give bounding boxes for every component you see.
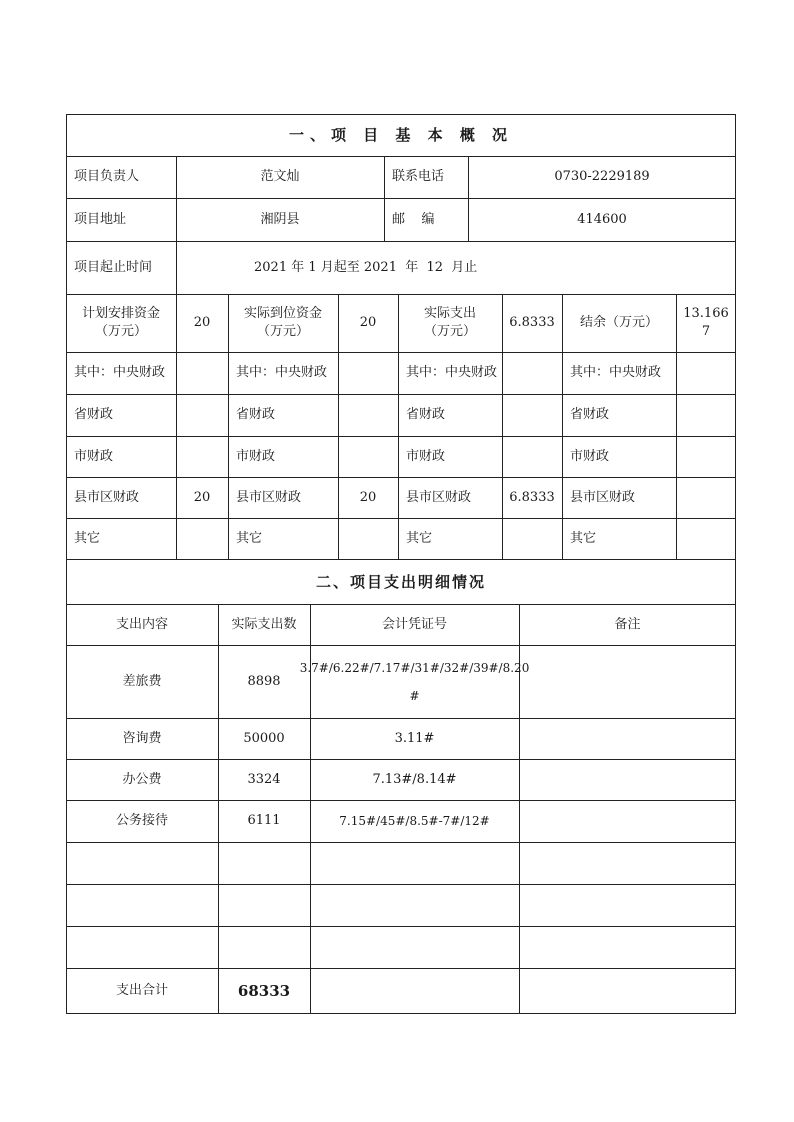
funds-row-value [676,477,736,518]
funds-row-value [338,518,398,559]
funds-row-value [676,352,736,394]
funds-row-label: 其中：中央财政 [236,365,328,380]
expense-voucher: 7.13#/8.14# [372,771,457,787]
expense-amount: 6111 [247,813,281,828]
funds-row-value [676,394,736,436]
rule [66,884,736,885]
expense-amount: 50000 [243,730,285,746]
funds-row-value [176,518,228,559]
funds-row-value [176,352,228,394]
total-label: 支出合计 [115,982,168,998]
balance-value-line1: 13.166 [683,306,729,321]
voucher-line1: 3.7#/6.22#/7.17#/31#/32#/39#/8.20 [299,660,530,675]
expense-voucher: 7.15#/45#/8.5#-7#/12# [339,814,490,828]
expense-item: 差旅费 [122,673,162,689]
spent-funds-label [398,294,502,352]
expense-note [519,800,736,842]
expense-note [519,645,736,718]
expense-amount: 3324 [247,771,281,787]
funds-row-label: 市财政 [570,448,610,464]
funds-row-value [176,436,228,477]
funds-row-value [502,352,562,394]
spent-label-line2: （万元） [423,324,476,339]
planned-funds-value: 20 [193,315,211,330]
actual-funds-value: 20 [359,315,377,330]
funds-row-label: 省财政 [236,407,276,422]
funds-row-label: 其中：中央财政 [406,365,498,380]
funds-row-label: 县市区财政 [406,489,472,505]
funds-row-value [502,518,562,559]
actual-label-line2: （万元） [256,324,309,339]
header-item: 支出内容 [115,616,168,632]
postcode-value: 414600 [577,211,627,227]
expense-item: 咨询费 [122,730,162,746]
funds-row-label: 其中：中央财政 [74,365,166,380]
spent-funds-value: 6.8333 [509,315,555,330]
funds-row-value [502,394,562,436]
funds-row-label: 省财政 [74,407,114,422]
expense-voucher [299,645,530,718]
funds-row-label: 市财政 [236,448,276,464]
funds-row-label: 县市区财政 [236,489,302,505]
responsible-value: 范文灿 [260,169,300,184]
balance-label: 结余（万元） [579,315,658,330]
expense-amount: 8898 [247,673,281,689]
funds-row-label: 其它 [74,530,101,546]
funds-row-value: 20 [359,489,377,505]
planned-label-line1: 计划安排资金 [81,306,160,321]
expense-item: 公务接待 [115,813,168,828]
phone-label: 联系电话 [392,169,445,184]
responsible-label: 项目负责人 [74,169,140,184]
funds-row-value [676,436,736,477]
expense-voucher: 3.11# [394,730,435,746]
funds-row-label: 其中：中央财政 [570,365,662,380]
period-value: 2021 年 1 月起至 2021 年 12 月止 [254,259,478,275]
total-value: 68333 [237,981,291,1000]
funds-row-value [338,394,398,436]
balance-value [676,294,736,352]
project-form [66,114,736,1014]
address-value: 湘阴县 [260,211,300,227]
planned-funds-label [66,294,176,352]
funds-row-label: 县市区财政 [74,489,140,505]
funds-row-value: 20 [193,489,211,505]
funds-row-label: 省财政 [570,407,610,422]
funds-row-label: 其它 [406,530,433,546]
rule [66,926,736,927]
funds-row-label: 其它 [236,530,263,546]
funds-row-value [338,436,398,477]
voucher-line2: # [409,688,420,703]
phone-value: 0730-2229189 [554,169,650,184]
funds-row-label: 县市区财政 [570,489,636,505]
expense-note [519,718,736,759]
planned-label-line2: （万元） [94,324,147,339]
spent-label-line1: 实际支出 [423,306,476,321]
postcode-label: 邮 编 [392,211,435,227]
section1-title: 一、项 目 基 本 概 况 [288,126,514,144]
rule [66,842,736,843]
expense-note [519,759,736,800]
funds-row-label: 省财政 [406,407,446,422]
funds-row-value: 6.8333 [509,489,555,505]
section2-title: 二、项目支出明细情况 [315,572,486,591]
funds-row-label: 其它 [570,530,597,546]
address-label: 项目地址 [74,211,127,227]
actual-label-line1: 实际到位资金 [243,306,322,321]
period-label: 项目起止时间 [74,259,153,275]
header-note: 备注 [614,616,641,632]
funds-row-value [338,352,398,394]
funds-row-value [502,436,562,477]
header-voucher: 会计凭证号 [381,616,447,632]
funds-row-label: 市财政 [406,448,446,464]
header-amount: 实际支出数 [231,616,297,632]
funds-row-value [676,518,736,559]
funds-row-value [176,394,228,436]
actual-funds-label [228,294,338,352]
balance-value-line2: 7 [701,324,711,339]
expense-item: 办公费 [122,771,162,787]
funds-row-label: 市财政 [74,448,114,464]
rule [66,1013,736,1014]
